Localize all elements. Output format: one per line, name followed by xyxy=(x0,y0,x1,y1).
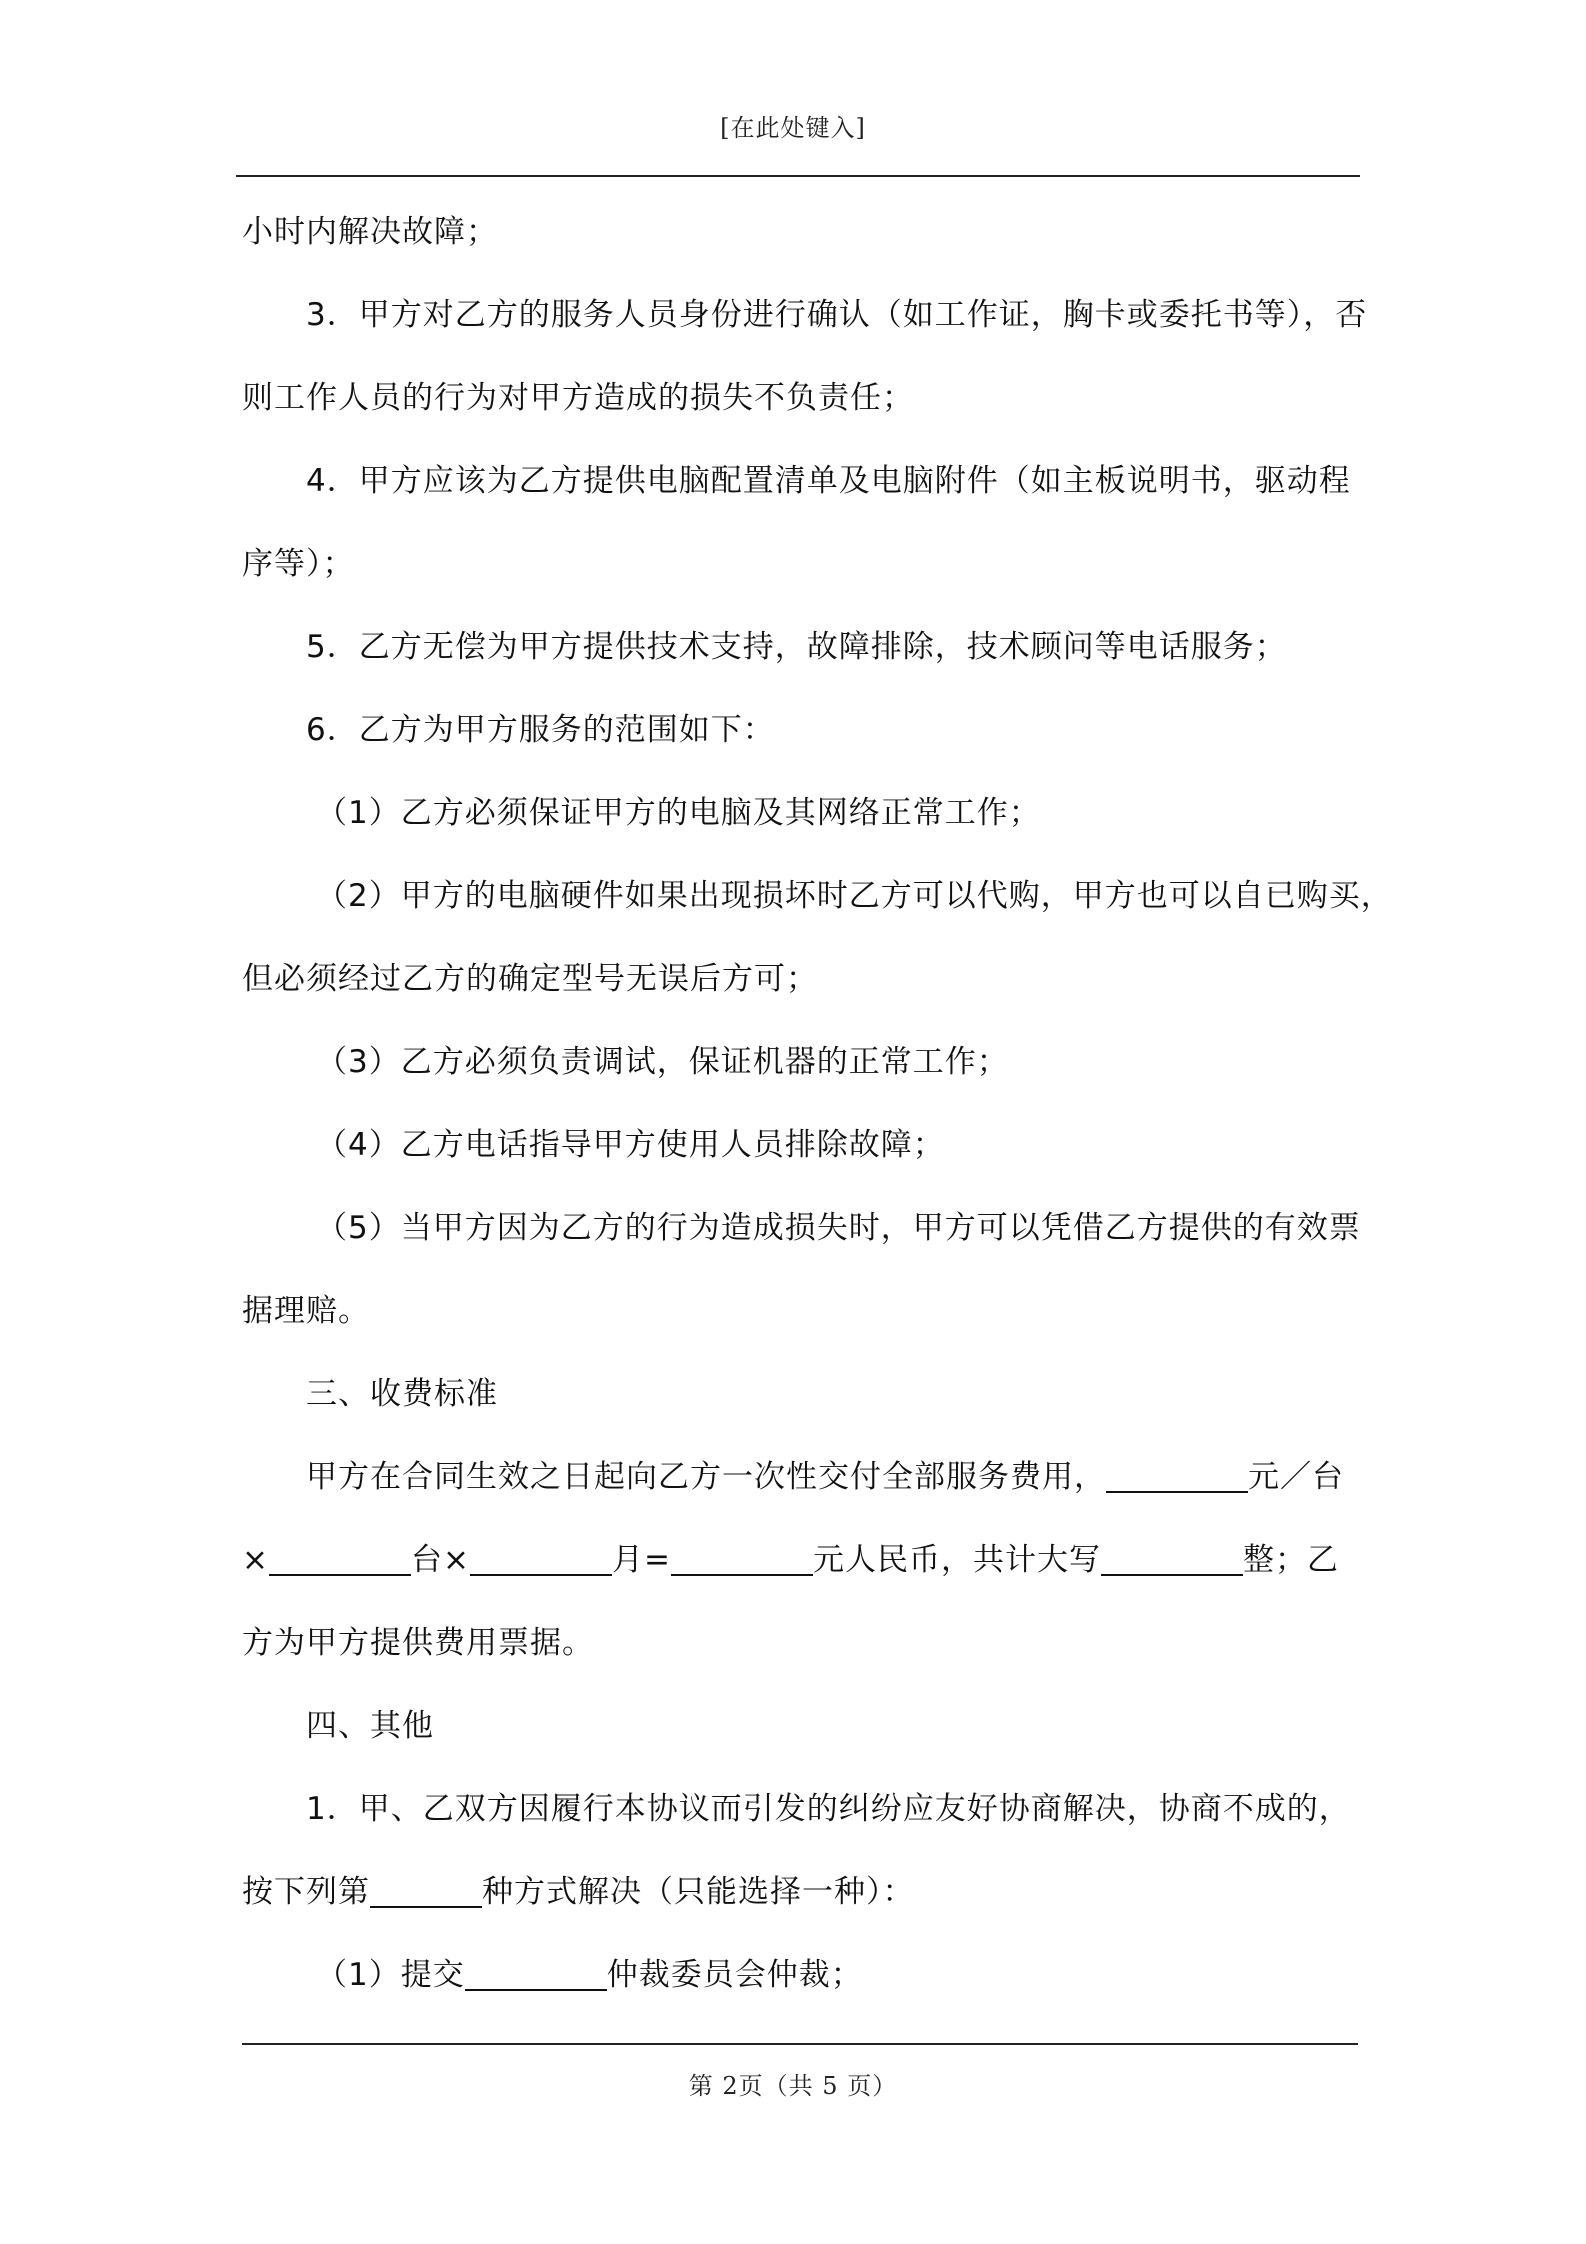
text-line: （1）乙方必须保证甲方的电脑及其网络正常工作； xyxy=(316,795,1041,831)
text-segment: × xyxy=(242,1542,269,1578)
text-line: 方为甲方提供费用票据。 xyxy=(242,1625,594,1661)
fill-in-blank[interactable] xyxy=(470,1544,612,1576)
text-segment: 甲方在合同生效之日起向乙方一次性交付全部服务费用， xyxy=(306,1459,1106,1495)
text-line xyxy=(306,1457,1344,1497)
text-segment: 按下列第 xyxy=(242,1874,370,1910)
page-header[interactable]: [在此处键入] xyxy=(720,114,866,142)
text-line: 6．乙方为甲方服务的范围如下： xyxy=(306,712,775,748)
text-line: 序等）； xyxy=(242,546,355,582)
text-line: 据理赔。 xyxy=(242,1293,370,1329)
text-segment: 整；乙 xyxy=(1242,1542,1339,1578)
text-line xyxy=(316,1955,863,1995)
fill-in-blank[interactable] xyxy=(1106,1461,1248,1493)
text-line: （3）乙方必须负责调试，保证机器的正常工作； xyxy=(316,1044,1009,1080)
fill-in-blank[interactable] xyxy=(671,1544,813,1576)
footer-divider xyxy=(242,2043,1358,2045)
text-segment: （1）提交 xyxy=(316,1957,465,1993)
text-line: （5）当甲方因为乙方的行为造成损失时，甲方可以凭借乙方提供的有效票 xyxy=(316,1210,1361,1246)
fill-in-blank[interactable] xyxy=(465,1959,607,1991)
section-heading: 三、收费标准 xyxy=(306,1376,498,1412)
text-line: 小时内解决故障； xyxy=(242,214,498,250)
text-segment: 种方式解决（只能选择一种）： xyxy=(482,1874,915,1910)
text-line: （4）乙方电话指导甲方使用人员排除故障； xyxy=(316,1127,945,1163)
text-segment: 元人民币，共计大写 xyxy=(812,1542,1101,1578)
section-heading: 四、其他 xyxy=(306,1708,434,1744)
text-line xyxy=(242,1872,915,1912)
text-segment: 月= xyxy=(611,1542,671,1578)
text-line xyxy=(242,1540,1339,1580)
text-segment: 元／台 xyxy=(1248,1459,1344,1495)
text-line: （2）甲方的电脑硬件如果出现损坏时乙方可以代购，甲方也可以自已购买， xyxy=(316,878,1393,914)
header-divider xyxy=(236,175,1360,177)
fill-in-blank[interactable] xyxy=(1101,1544,1243,1576)
text-line: 3．甲方对乙方的服务人员身份进行确认（如工作证，胸卡或委托书等），否 xyxy=(306,297,1368,333)
text-line: 5．乙方无偿为甲方提供技术支持，故障排除，技术顾问等电话服务； xyxy=(306,629,1287,665)
text-line: 1．甲、乙双方因履行本协议而引发的纠纷应友好协商解决，协商不成的， xyxy=(306,1791,1351,1827)
text-line: 但必须经过乙方的确定型号无误后方可； xyxy=(242,961,818,997)
text-line: 4．甲方应该为乙方提供电脑配置清单及电脑附件（如主板说明书，驱动程 xyxy=(306,463,1351,499)
page-number: 第 2页（共 5 页） xyxy=(688,2072,898,2100)
text-segment: 仲裁委员会仲裁； xyxy=(606,1957,863,1993)
fill-in-blank[interactable] xyxy=(269,1544,411,1576)
text-line: 则工作人员的行为对甲方造成的损失不负责任； xyxy=(242,380,914,416)
text-segment: 台× xyxy=(410,1542,470,1578)
fill-in-blank[interactable] xyxy=(370,1876,482,1908)
